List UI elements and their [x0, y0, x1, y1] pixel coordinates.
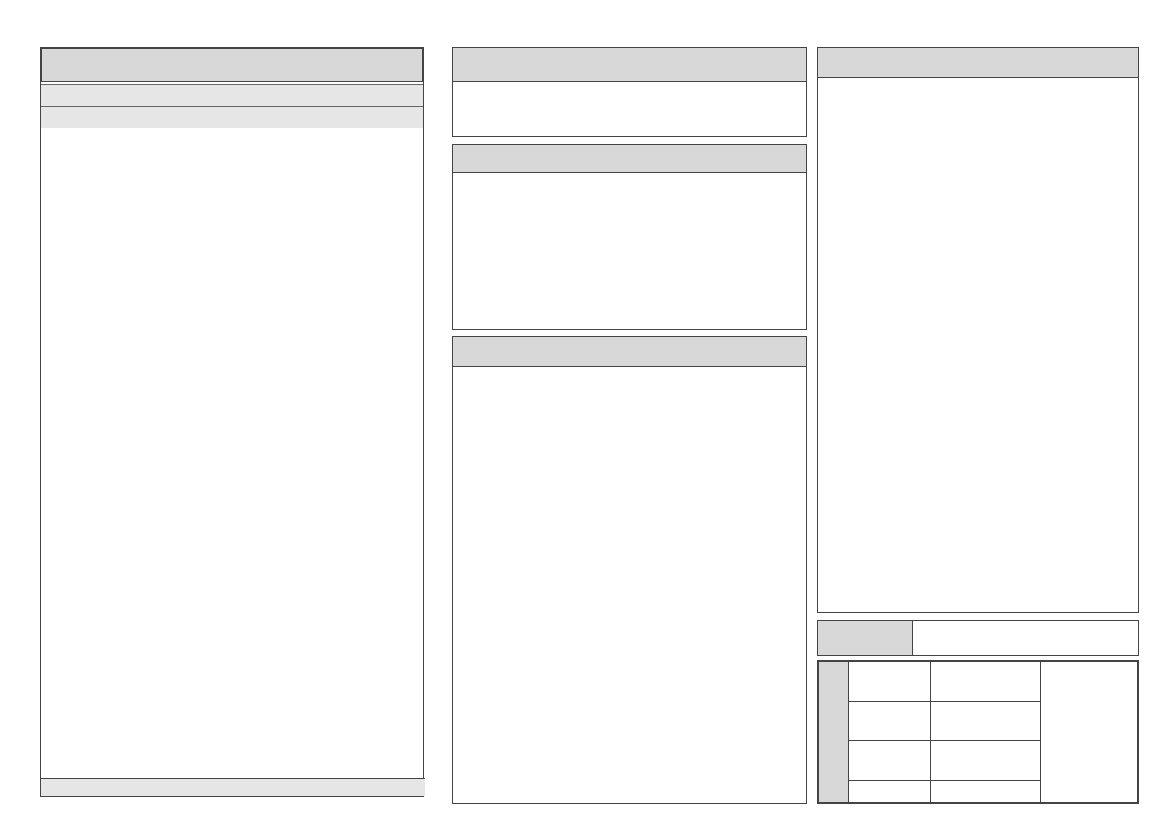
vision-title: [818, 48, 1138, 78]
committee-role: [849, 741, 931, 781]
committee-people: [931, 741, 1041, 781]
friday-prayer-panel: [452, 144, 807, 330]
committee-role: [849, 701, 931, 741]
committee-table: [818, 661, 1138, 803]
worship-order-panel: [40, 47, 424, 797]
prayer-2-coop: [459, 630, 804, 680]
tithe-section: [825, 82, 1135, 202]
committee-people: [931, 781, 1041, 803]
committee-role: [849, 662, 931, 702]
prayer-1-body: [459, 384, 804, 450]
vertical-slogan: [14, 70, 40, 770]
friday-title: [453, 145, 806, 173]
dawn-prayer-panel: [452, 47, 807, 137]
schedule-2: [41, 106, 423, 128]
vision-offering-panel: [817, 47, 1139, 613]
committee-role: [849, 781, 931, 803]
dawn-title: [453, 48, 806, 82]
schedule-1: [41, 84, 423, 106]
offering-footer: [41, 778, 425, 796]
easter-section: [825, 384, 1135, 504]
mission-section: [825, 508, 1135, 572]
committee-box: [817, 660, 1139, 804]
common-prayer-panel: [452, 336, 807, 804]
worship-title: [41, 48, 423, 82]
may-service-label: [818, 621, 913, 655]
may-service-box: [817, 620, 1139, 656]
prayer-2-body: [459, 465, 804, 629]
committee-people: [931, 701, 1041, 741]
committee-people: [931, 662, 1041, 702]
prayer-2-org: [459, 681, 804, 733]
relief-section: [825, 574, 1135, 610]
committee-verse: [1041, 662, 1138, 803]
common-prayer-title: [453, 337, 806, 367]
committee-side: [819, 662, 849, 803]
thanks-section: [825, 206, 1135, 382]
